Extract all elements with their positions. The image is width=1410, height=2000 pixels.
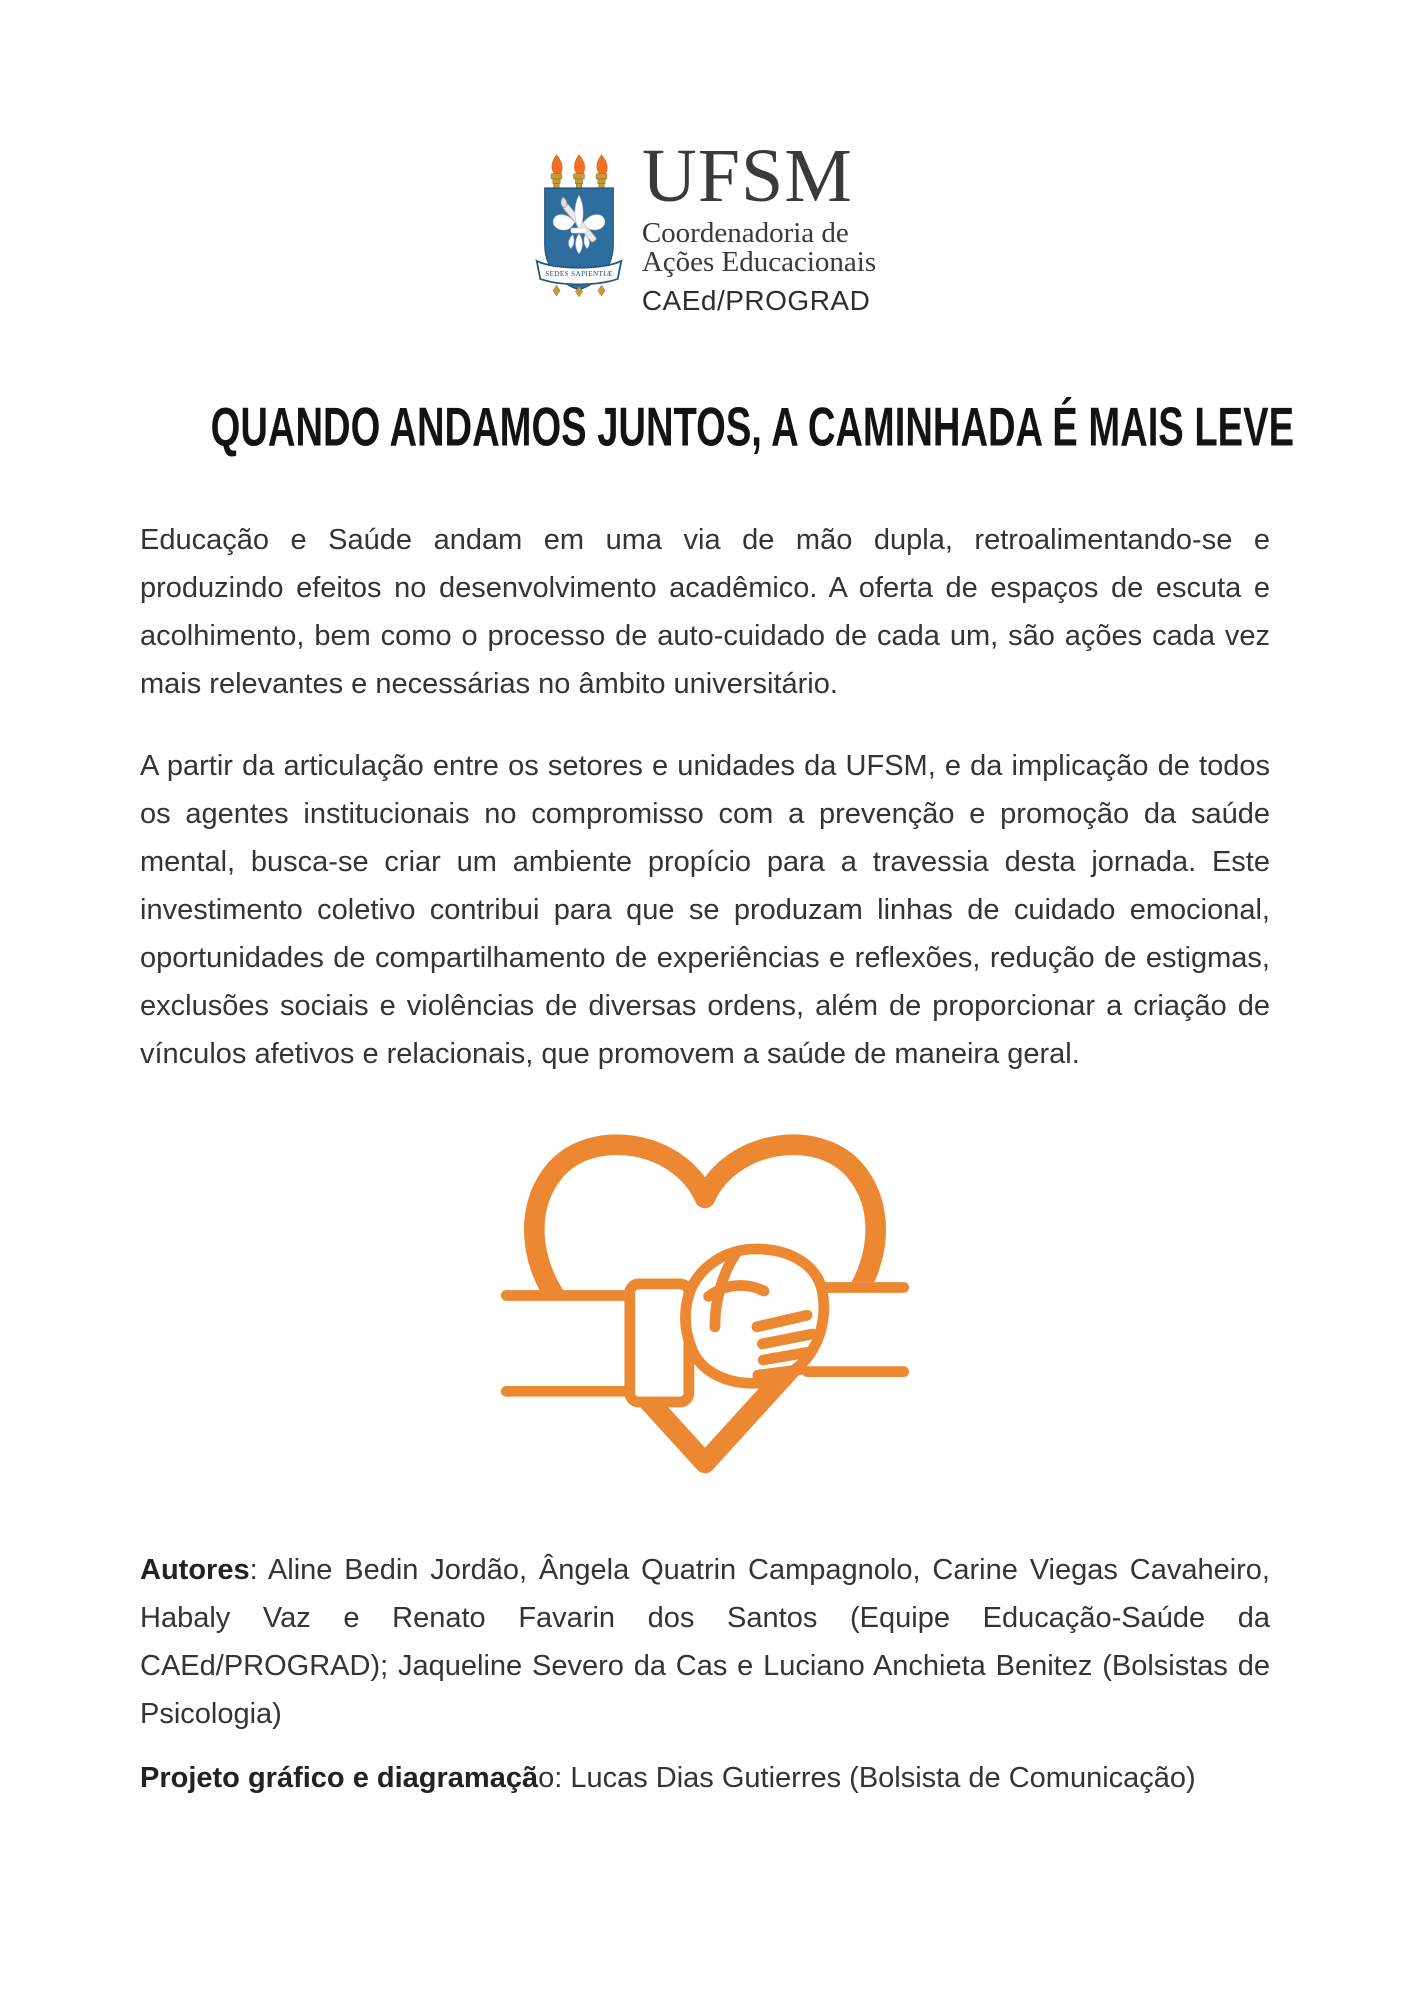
authors-text: : Aline Bedin Jordão, Ângela Quatrin Campagnolo, Carine Viegas Cavaheiro, Habaly Vaz e Renato Favarin dos Santos (Equipe Educação-Saúde da CAEd/PROGRAD); Jaqueline Severo da Cas e Luciano Anchieta Benitez (Bolsistas de Psicologia) (140, 1554, 1270, 1730)
logo-text-block (641, 134, 877, 316)
logo-block (0, 0, 1410, 316)
page-title-text: QUANDO ANDAMOS JUNTOS, A CAMINHADA É MAIS LEVE (210, 396, 1295, 459)
body-paragraph: A partir da articulação entre os setores e unidades da UFSM, e da implicação de todos os agentes institucionais no compromisso com a prevenção e promoção da saúde mental, busca-se criar um ambiente propício para a travessia desta jornada. Este investimento coletivo contribui para que se produzam linhas de cuidado emocional, oportunidades de compartilhamento de experiências e reflexões, redução de estigmas, exclusões sociais e violências de diversas ordens, além de proporcionar a criação de vínculos afetivos e relacionais, que promovem a saúde de maneira geral. (140, 750, 1270, 1070)
crest-motto: SEDES SAPIENTIÆ (545, 269, 613, 278)
authors-label: Autores (140, 1554, 250, 1586)
authors-paragraph (140, 1546, 1270, 1738)
logo-brand: UFSM (641, 134, 853, 218)
design-credit-label: Projeto gráfico e diagramaçã (140, 1762, 539, 1794)
logo-department: CAEd/PROGRAD (641, 285, 871, 316)
ufsm-crest-icon (534, 150, 624, 299)
page-title (0, 396, 1410, 459)
logo-subtitle-line2: Ações Educacionais (641, 246, 877, 278)
intro-paragraph: Educação e Saúde andam em uma via de mão dupla, retroalimentando-se e produzindo efeitos no desenvolvimento acadêmico. A oferta de espaços de escuta e acolhimento, bem como o processo de auto-cuidado de cada um, são ações cada vez mais relevantes e necessárias no âmbito universitário. (140, 524, 1270, 700)
design-credit-text: o: Lucas Dias Gutierres (Bolsista de Comunicação) (538, 1762, 1196, 1794)
logo-subtitle-line1: Coordenadoria de (641, 217, 849, 249)
design-credit-paragraph (140, 1754, 1270, 1802)
heart-handshake-icon (499, 1112, 911, 1488)
illustration (0, 1112, 1410, 1488)
